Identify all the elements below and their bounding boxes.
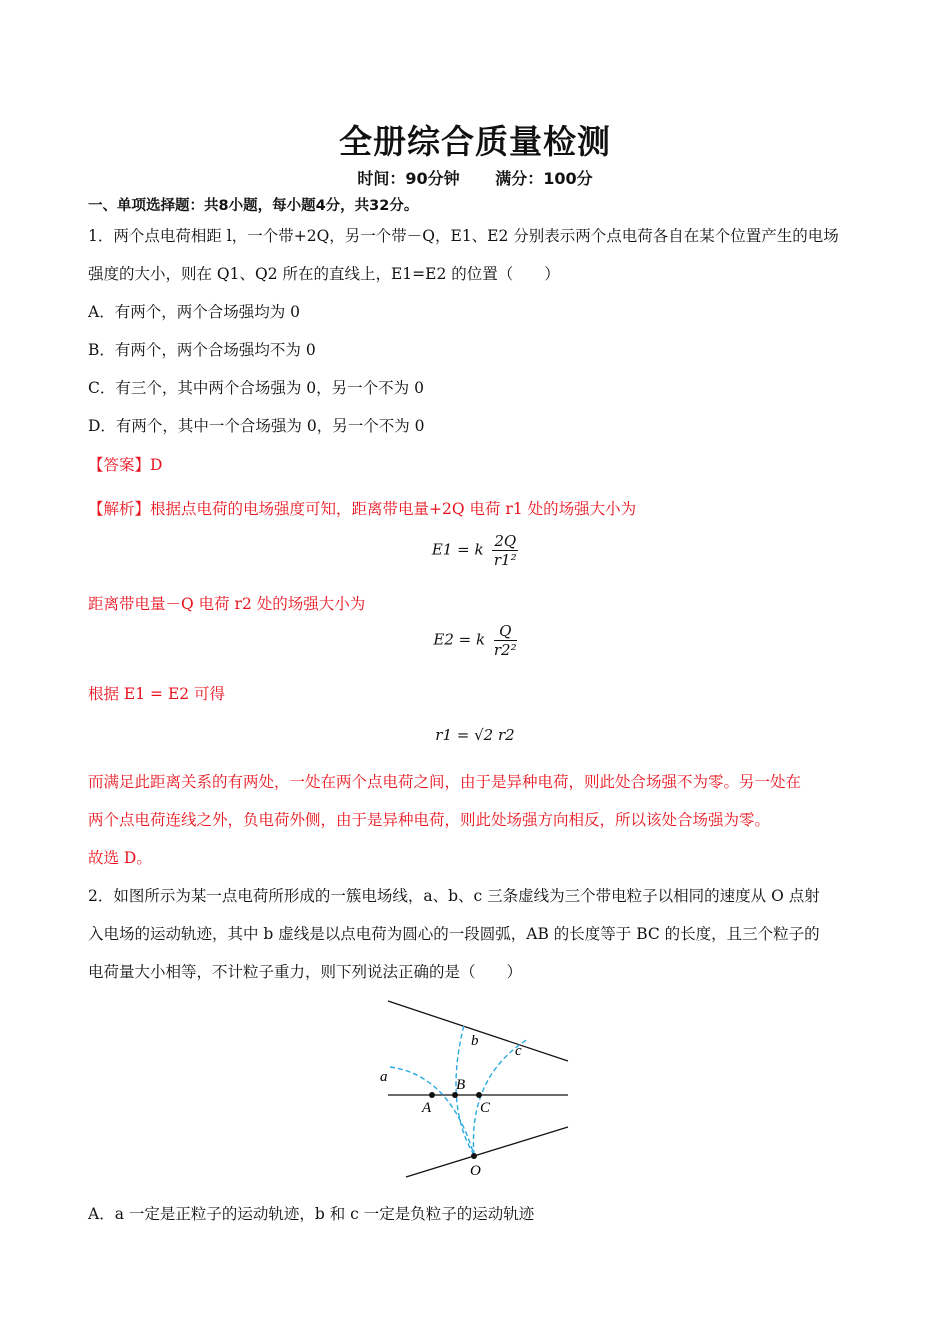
q1-analysis-mid: 距离带电量－Q 电荷 r2 处的场强大小为	[88, 595, 366, 613]
point-a-dot	[429, 1092, 435, 1098]
label-point-c: C	[480, 1100, 491, 1116]
label-b: b	[471, 1033, 479, 1049]
q1-option-d: D．有两个，其中一个合场强为 0，另一个不为 0	[88, 417, 425, 435]
q1-option-c: C．有三个，其中两个合场强为 0，另一个不为 0	[88, 379, 424, 397]
q1-analysis-cond: 根据 E1 = E2 可得	[88, 685, 226, 703]
eq2-lhs: E2 = k	[433, 630, 486, 649]
q1-stem-line2: 强度的大小，则在 Q1、Q2 所在的直线上，E1=E2 的位置（ ）	[88, 265, 560, 283]
q1-option-a: A．有两个，两个合场强均为 0	[88, 303, 300, 321]
eq1-numerator: 2Q	[494, 532, 517, 550]
equation-e1	[0, 532, 950, 569]
label-point-a: A	[422, 1100, 432, 1116]
q2-option-a: A．a 一定是正粒子的运动轨迹，b 和 c 一定是负粒子的运动轨迹	[88, 1205, 535, 1223]
q1-analysis-intro: 【解析】根据点电荷的电场强度可知，距离带电量+2Q 电荷 r1 处的场强大小为	[88, 500, 637, 518]
q2-stem-line1: 2．如图所示为某一点电荷所形成的一簇电场线，a、b、c 三条虚线为三个带电粒子以相同的速度从 O 点射	[88, 887, 820, 905]
q1-analysis-p3: 故选 D。	[88, 849, 152, 867]
exam-score: 满分：100分	[495, 169, 593, 188]
field-line-top	[388, 1001, 568, 1061]
field-line-bottom	[406, 1127, 568, 1177]
q2-stem-line3: 电荷量大小相等，不计粒子重力，则下列说法正确的是（ ）	[88, 963, 523, 981]
exam-info	[0, 166, 950, 189]
q2-stem-line2: 入电场的运动轨迹，其中 b 虚线是以点电荷为圆心的一段圆弧，AB 的长度等于 BC 的长度，且三个粒子的	[88, 925, 820, 943]
point-o-dot	[471, 1153, 477, 1159]
field-line-diagram	[360, 995, 580, 1185]
q1-answer: 【答案】D	[88, 456, 163, 474]
label-point-o: O	[470, 1163, 481, 1179]
eq1-denominator: r1²	[493, 551, 517, 569]
eq1-lhs: E1 = k	[431, 540, 484, 559]
equation-e2	[0, 622, 950, 659]
point-c-dot	[476, 1092, 482, 1098]
q1-analysis-p1: 而满足此距离关系的有两处，一处在两个点电荷之间，由于是异种电荷，则此处合场强不为零。另一处在	[88, 773, 802, 791]
eq2-denominator: r2²	[493, 641, 517, 659]
eq2-numerator: Q	[494, 622, 517, 641]
label-point-b: B	[456, 1077, 466, 1093]
q1-stem-line1: 1．两个点电荷相距 l，一个带+2Q，另一个带－Q，E1、E2 分别表示两个点电荷各自在某个位置产生的电场	[88, 227, 839, 245]
eq2-fraction	[494, 622, 517, 659]
label-a: a	[380, 1069, 388, 1085]
q1-analysis-p2: 两个点电荷连线之外，负电荷外侧，由于是异种电荷，则此处场强方向相反，所以该处合场强为零。	[88, 811, 771, 829]
section-heading: 一、单项选择题：共8小题，每小题4分，共32分。	[88, 198, 419, 214]
page-title: 全册综合质量检测	[339, 122, 611, 161]
exam-time: 时间：90分钟	[357, 169, 460, 188]
equation-r: r1 = √2 r2	[435, 726, 515, 744]
label-c: c	[515, 1043, 522, 1059]
eq1-fraction	[492, 532, 518, 569]
q1-option-b: B．有两个，两个合场强均不为 0	[88, 341, 316, 359]
